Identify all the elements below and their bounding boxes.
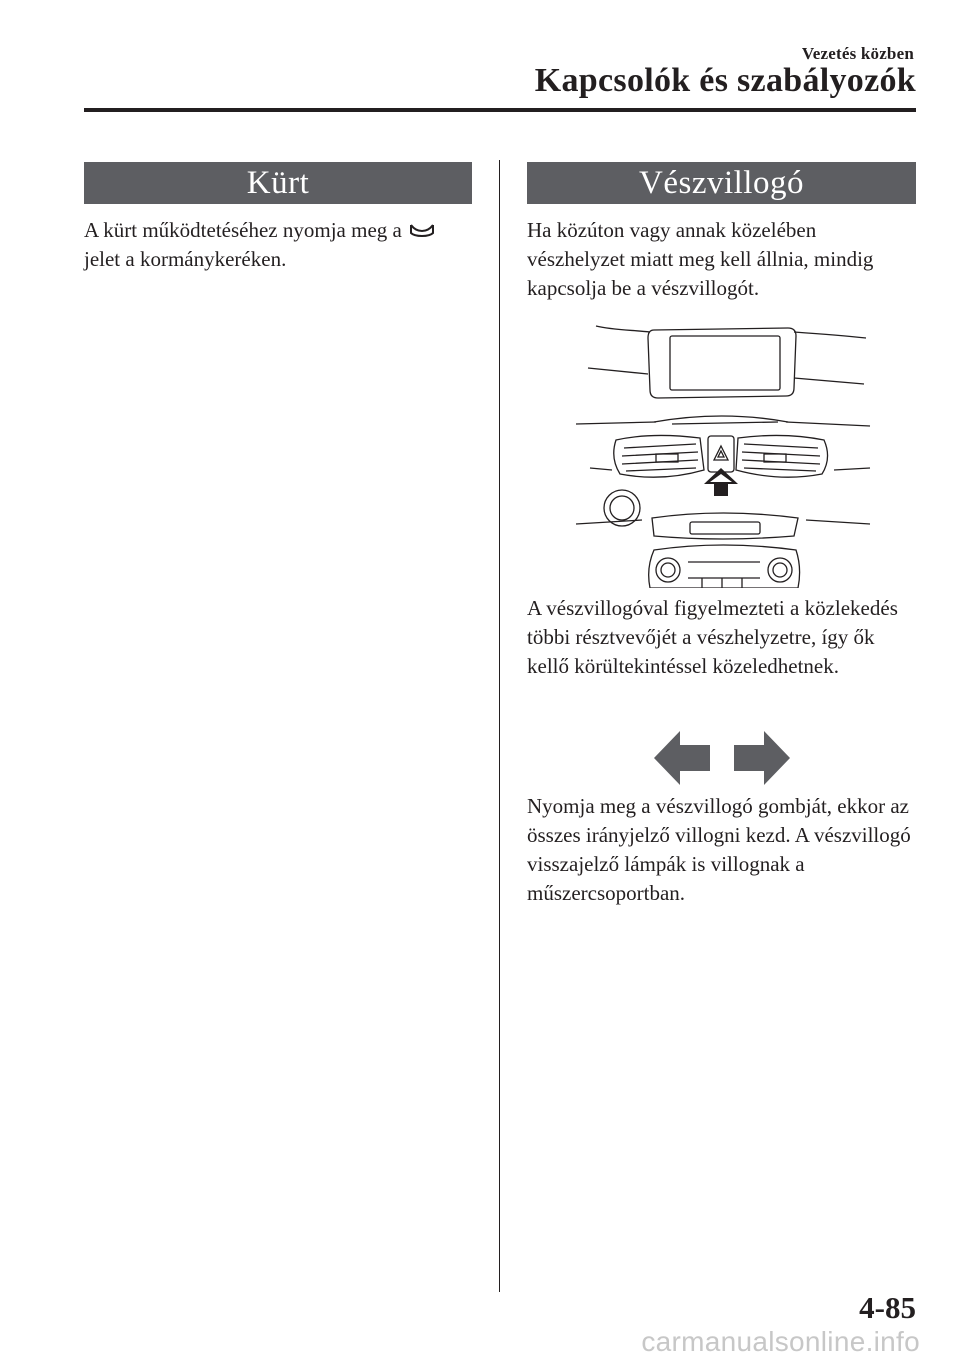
- section-heading-hazard: Vészvillogó: [527, 162, 916, 204]
- section-heading-horn: Kürt: [84, 162, 472, 204]
- watermark-logo: carmanualsonline.info: [641, 1326, 920, 1357]
- hazard-paragraph-2: A vészvillogóval figyelmezteti a közlekedés többi résztvevőjét a vészhelyzetre, így ők kellő körültekintéssel közeledhetnek.: [527, 596, 898, 678]
- hazard-paragraph-1: Ha közúton vagy annak közelében vészhelyzet miatt meg kell állnia, mindig kapcsolja be a vészvillogót.: [527, 218, 874, 300]
- dashboard-illustration: [572, 318, 874, 588]
- horn-text-before: A kürt működtetéséhez nyomja meg a: [84, 218, 402, 242]
- page-number: 4-85: [859, 1290, 916, 1325]
- display-screen: [670, 336, 780, 390]
- hazard-triangle-icon: [714, 446, 728, 460]
- horn-text-after: jelet a kormánykeréken.: [84, 247, 287, 271]
- horn-paragraph: [84, 216, 484, 274]
- header-rule: [84, 108, 916, 112]
- chapter-title: Kapcsolók és szabályozók: [534, 62, 916, 99]
- horn-icon: [409, 223, 435, 239]
- turn-signal-arrows: [654, 731, 790, 785]
- arrow-left-icon: [654, 731, 710, 785]
- chapter-subtitle: Vezetés közben: [801, 44, 914, 63]
- hazard-paragraph-3: Nyomja meg a vészvillogó gombját, ekkor az összes irányjelző villogni kezd. A vészvillogó visszajelző lámpák is villognak a műszercsoportban.: [527, 794, 911, 905]
- column-divider: [499, 160, 500, 1292]
- arrow-right-icon: [734, 731, 790, 785]
- hazard-button: [708, 436, 734, 472]
